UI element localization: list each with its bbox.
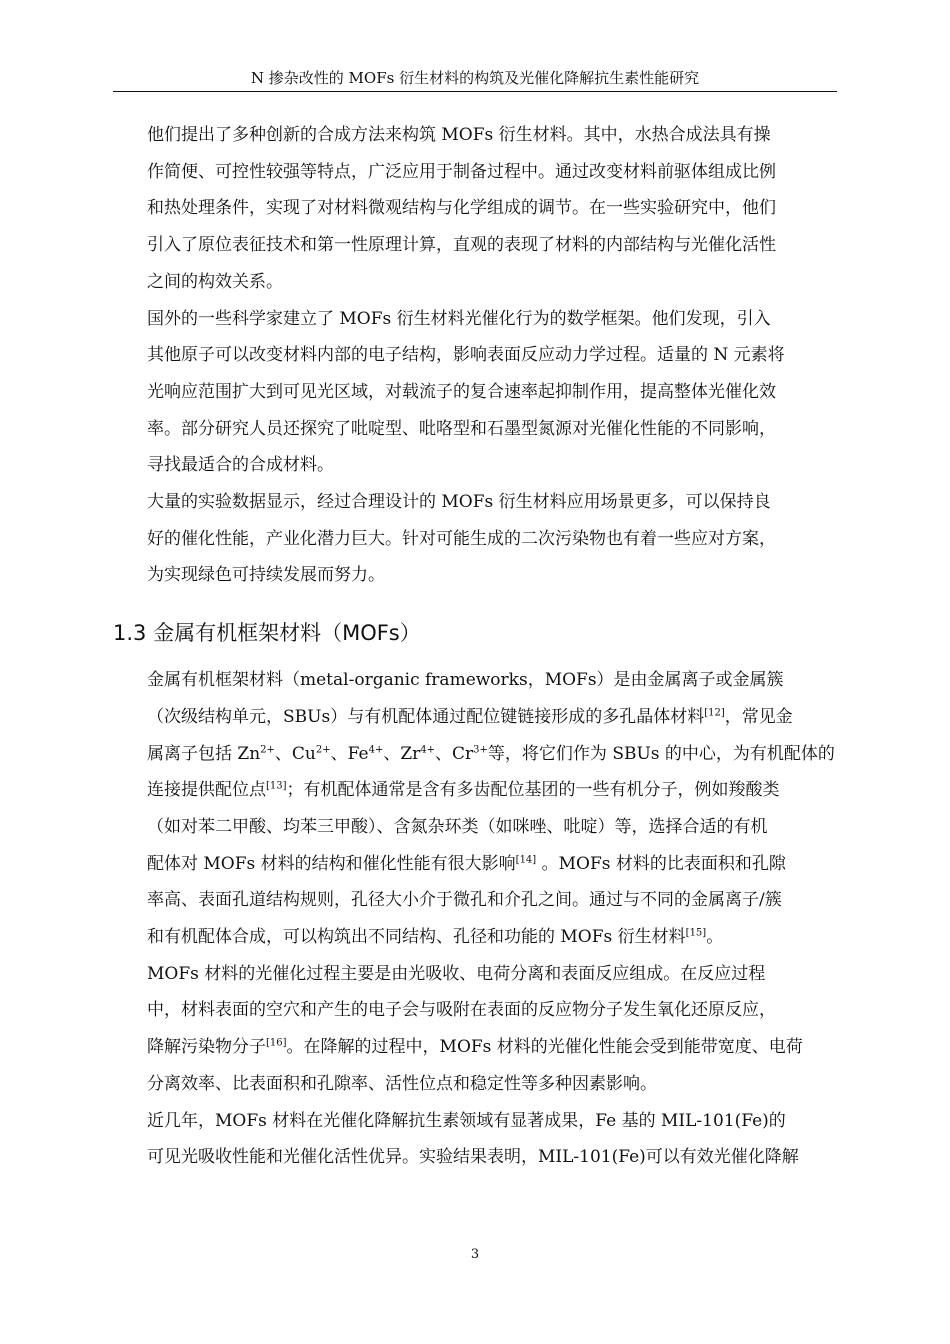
text-run: 、Cr [435,743,474,764]
ion-charge: 2+ [315,743,331,755]
text-line: 大量的实验数据显示，经过合理设计的 MOFs 衍生材料应用场景更多，可以保持良 [147,492,771,513]
citation-ref-16: [16] [266,1037,287,1049]
text-run: 。MOFs 材料的比表面积和孔隙 [536,853,786,874]
text-line: 中，材料表面的空穴和产生的电子会与吸附在表面的反应物分子发生氧化还原反应， [147,1000,776,1021]
text-line: 寻找最适合的合成材料。 [147,455,334,476]
text-run: （次级结构单元，SBUs）与有机配体通过配位键链接形成的多孔晶体材料 [147,706,705,727]
running-header: N 掺杂改性的 MOFs 衍生材料的构筑及光催化降解抗生素性能研究 [250,69,700,87]
citation-ref-12: [12] [704,707,725,719]
text-line: 光响应范围扩大到可见光区域，对载流子的复合速率起抑制作用，提高整体光催化效 [147,381,776,402]
paragraph-photocatalysis-process [113,956,837,1103]
text-line: 好的催化性能，产业化潜力巨大。针对可能生成的二次污染物也有着一些应对方案， [147,528,776,549]
citation-ref-14: [14] [515,854,537,865]
text-run: 、Fe [330,743,369,764]
header-rule [113,91,837,92]
paragraph-mathematical-framework [113,301,837,485]
text-line: 近几年，MOFs 材料在光催化降解抗生素领域有显著成果，Fe 基的 MIL-101(Fe)的 [147,1110,786,1131]
text-run: 。 [706,927,724,948]
paragraph-experimental-data [113,484,837,594]
paragraph-synthesis-methods [113,117,837,301]
text-line [113,1029,837,1066]
text-line: （如对苯二甲酸、均苯三甲酸）、含氮杂环类（如咪唑、吡啶）等，选择合适的有机 [147,816,768,837]
citation-ref-13: [13] [266,780,287,792]
paragraph-recent-progress [113,1103,837,1176]
text-line: 分离效率、比表面积和孔隙率、活性位点和稳定性等多种因素影响。 [147,1073,657,1094]
section-heading: 1.3 金属有机框架材料（MOFs） [113,621,421,646]
ion-charge: 4+ [368,743,384,755]
text-run: 连接提供配位点 [147,780,266,801]
text-run: 配体对 MOFs 材料的结构和催化性能有很大影响 [147,853,516,874]
page-body [113,117,837,1176]
text-run: 等，将它们作为 SBUs 的中心，为有机配体的 [487,743,835,764]
text-line [113,772,837,809]
text-line: 为实现绿色可持续发展而努力。 [147,565,385,586]
text-run: 降解污染物分子 [147,1037,266,1058]
text-line: 和热处理条件，实现了对材料微观结构与化学组成的调节。在一些实验研究中，他们 [147,198,776,219]
text-line: MOFs 材料的光催化过程主要是由光吸收、电荷分离和表面反应组成。在反应过程 [147,963,766,984]
page-number: 3 [470,1247,480,1262]
text-line [113,699,837,736]
text-line: 作简便、可控性较强等特点，广泛应用于制备过程中。通过改变材料前驱体组成比例 [147,161,776,182]
text-line: 引入了原位表征技术和第一性原理计算，直观的表现了材料的内部结构与光催化活性 [147,235,776,256]
text-line: 其他原子可以改变材料内部的电子结构，影响表面反应动力学过程。适量的 N 元素将 [147,345,785,366]
citation-ref-15: [15] [685,927,707,939]
text-line: 之间的构效关系。 [147,271,283,292]
text-run: 、Zr [383,743,421,764]
paragraph-mof-definition [113,662,837,956]
text-line: 国外的一些科学家建立了 MOFs 衍生材料光催化行为的数学框架。他们发现，引入 [147,308,771,329]
text-run: 。在降解的过程中，MOFs 材料的光催化性能会受到能带宽度、电荷 [286,1037,803,1058]
text-run: 和有机配体合成，可以构筑出不同结构、孔径和功能的 MOFs 衍生材料 [147,927,686,948]
text-line: 率。部分研究人员还探究了吡啶型、吡咯型和石墨型氮源对光催化性能的不同影响， [147,418,776,439]
text-line: 金属有机框架材料（metal-organic frameworks，MOFs）是由金属离子或金属簇 [147,670,784,691]
text-run: 属离子包括 Zn [147,743,261,764]
text-line [113,846,837,883]
text-line [113,736,837,773]
ion-charge: 4+ [420,743,436,755]
text-run: ；有机配体通常是含有多齿配位基团的一些有机分子，例如羧酸类 [286,780,780,801]
text-line: 率高、表面孔道结构规则，孔径大小介于微孔和介孔之间。通过与不同的金属离子/簇 [147,890,782,911]
text-line: 他们提出了多种创新的合成方法来构筑 MOFs 衍生材料。其中，水热合成法具有操 [147,125,771,145]
ion-charge: 3+ [473,743,488,755]
ion-charge: 2+ [260,743,275,755]
text-run: 、Cu [274,743,316,764]
text-line: 可见光吸收性能和光催化活性优异。实验结果表明，MIL-101(Fe)可以有效光催化降解 [147,1147,799,1168]
text-run: ，常见金 [724,706,793,727]
text-line [113,919,837,956]
